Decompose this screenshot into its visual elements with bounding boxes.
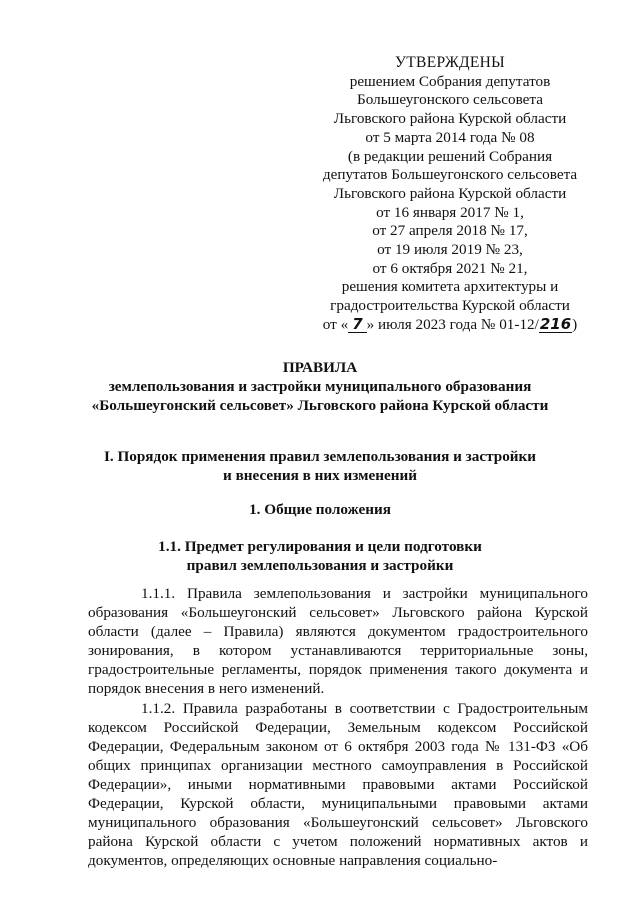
approval-line: Льговского района Курской области — [333, 110, 567, 128]
approval-line: от 27 апреля 2018 № 17, — [372, 222, 528, 240]
approval-line: от 6 октября 2021 № 21, — [372, 259, 528, 277]
approval-line: Большеугонского сельсовета — [357, 91, 543, 109]
approval-line: градостроительства Курской области — [330, 297, 570, 315]
approval-last-suffix: ) — [572, 315, 578, 333]
body-text — [88, 584, 588, 870]
subsection-heading — [60, 500, 580, 519]
section-heading — [60, 447, 580, 485]
approval-last-prefix: от « — [322, 315, 349, 333]
subsection-heading-line: 1.1. Предмет регулирования и цели подготовки — [158, 538, 482, 555]
approval-line: решения комитета архитектуры и — [341, 278, 559, 296]
paragraph: 1.1.2. Правила разработаны в соответствии с Градостроительным кодексом Российской Федерации, Земельным кодексом Российской Федерации, Федеральным законом от 6 октября 2003 года № 131-ФЗ «Об общих принципах организации местного самоуправления в Российской Федерации», иными нормативными правовыми актами Российской Федерации, Курской области, муниципальными правовыми актами муниципального образования «Большеугонский сельсовет» Льговского района Курской области с учетом положений нормативных актов и документов, определяющих основные направления социально- — [88, 700, 588, 869]
section-heading-line: и внесения в них изменений — [223, 467, 417, 484]
approval-last-middle: » июля 2023 года № 01-12/ — [366, 315, 539, 333]
approval-stamp-block — [290, 54, 610, 335]
title-heading: ПРАВИЛА — [282, 359, 358, 376]
paragraph: 1.1.1. Правила землепользования и застройки муниципального образования «Большеугонский сельсовет» Льговского района Курской области (далее – Правила) являются документом градостроительного зонирования, в котором устанавливаются территориальные зоны, градостроительные регламенты, порядок применения такого документа и порядок внесения в него изменений. — [88, 585, 588, 697]
section-heading-line: I. Порядок применения правил землепользования и застройки — [103, 448, 537, 465]
handwritten-day: 7 — [348, 317, 366, 333]
title-line: землепользования и застройки муниципального образования — [108, 378, 532, 395]
approval-line: решением Собрания депутатов — [349, 72, 551, 90]
approval-line: от 16 января 2017 № 1, — [376, 203, 524, 221]
approval-heading: УТВЕРЖДЕНЫ — [395, 54, 505, 71]
subsection-heading — [60, 537, 580, 575]
approval-line: от 5 марта 2014 года № 08 — [365, 128, 535, 146]
approval-line: депутатов Большеугонского сельсовета — [322, 166, 578, 184]
approval-line: (в редакции решений Собрания — [347, 147, 553, 165]
document-title — [60, 358, 580, 415]
subsection-heading-line: правил землепользования и застройки — [186, 557, 454, 574]
approval-last-line — [290, 316, 610, 335]
approval-line: Льговского района Курской области — [333, 184, 567, 202]
approval-line: от 19 июля 2019 № 23, — [377, 241, 523, 259]
title-line: «Большеугонский сельсовет» Льговского района Курской области — [91, 397, 549, 414]
subsection-heading-line: 1. Общие положения — [249, 501, 391, 518]
handwritten-number: 216 — [539, 314, 572, 333]
